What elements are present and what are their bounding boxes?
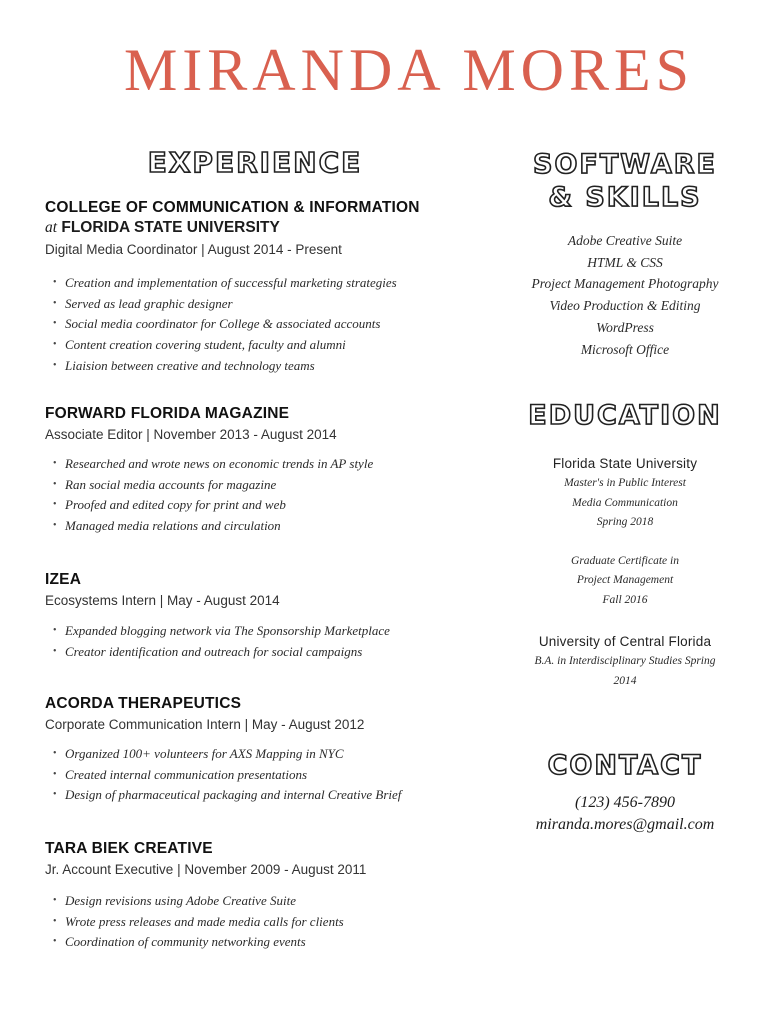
skill-item: Project Management Photography bbox=[531, 276, 719, 292]
education-detail: Master's in Public Interest bbox=[564, 477, 686, 489]
bullet-item: • Social media coordinator for College & associated accounts bbox=[45, 314, 465, 335]
education-detail: Media Communication bbox=[572, 496, 678, 509]
education-detail: Fall 2016 bbox=[602, 593, 648, 606]
education-detail: Graduate Certificate in bbox=[571, 554, 679, 567]
bullet-item: • Design revisions using Adobe Creative Suite bbox=[45, 891, 465, 912]
contact-section bbox=[520, 749, 730, 836]
bullet-item: • Wrote press releases and made media calls for clients bbox=[45, 912, 465, 933]
contact-email[interactable]: miranda.mores@gmail.com bbox=[535, 816, 715, 833]
skill-item: Video Production & Editing bbox=[549, 298, 701, 314]
job-company: IZEA bbox=[45, 571, 82, 588]
job-at-line bbox=[45, 218, 465, 238]
job-role: Jr. Account Executive | November 2009 - August 2011 bbox=[45, 862, 367, 877]
skill-item: HTML & CSS bbox=[587, 254, 663, 270]
job-role: Corporate Communication Intern | May - August 2012 bbox=[45, 717, 365, 732]
job-company: TARA BIEK CREATIVE bbox=[45, 840, 213, 857]
education-heading: EDUCATION bbox=[528, 400, 722, 431]
education-school: Florida State University bbox=[552, 456, 698, 471]
experience-heading: EXPERIENCE bbox=[147, 146, 363, 179]
bullet-item: • Liaision between creative and technology teams bbox=[45, 356, 465, 377]
skill-item: Adobe Creative Suite bbox=[567, 233, 683, 248]
contact-heading: CONTACT bbox=[547, 750, 703, 781]
bullet-item: • Coordination of community networking events bbox=[45, 932, 465, 953]
job-bullets bbox=[45, 273, 465, 377]
job-at-company: FLORIDA STATE UNIVERSITY bbox=[61, 219, 280, 236]
skill-item: WordPress bbox=[596, 319, 654, 335]
job-entry bbox=[45, 570, 465, 662]
job-entry bbox=[45, 404, 465, 537]
education-detail: 2014 bbox=[613, 674, 637, 687]
job-entry bbox=[45, 839, 465, 953]
job-bullets bbox=[45, 621, 465, 662]
job-bullets bbox=[45, 744, 465, 806]
bullet-item: • Organized 100+ volunteers for AXS Mapping in NYC bbox=[45, 744, 465, 765]
job-entry bbox=[45, 694, 465, 806]
bullet-item: • Researched and wrote news on economic trends in AP style bbox=[45, 454, 465, 475]
bullet-item: • Creation and implementation of successful marketing strategies bbox=[45, 273, 465, 294]
job-role: Digital Media Coordinator | August 2014 - Present bbox=[45, 242, 342, 257]
job-bullets bbox=[45, 454, 465, 537]
skills-section bbox=[520, 148, 730, 360]
education-detail: Spring 2018 bbox=[596, 516, 654, 528]
bullet-item: • Served as lead graphic designer bbox=[45, 294, 465, 315]
bullet-item: • Expanded blogging network via The Sponsorship Marketplace bbox=[45, 621, 465, 642]
contact-phone[interactable]: (123) 456-7890 bbox=[575, 794, 675, 811]
bullet-item: • Creator identification and outreach for social campaigns bbox=[45, 642, 465, 663]
resume-name: MIRANDA MORES bbox=[123, 37, 695, 103]
bullet-item: • Ran social media accounts for magazine bbox=[45, 475, 465, 496]
education-school: University of Central Florida bbox=[538, 634, 712, 649]
bullet-item: • Created internal communication presentations bbox=[45, 765, 465, 786]
job-company: COLLEGE OF COMMUNICATION & INFORMATION bbox=[45, 199, 420, 216]
skills-list bbox=[520, 230, 730, 360]
bullet-item: • Managed media relations and circulation bbox=[45, 516, 465, 537]
education-detail: Project Management bbox=[576, 574, 674, 586]
job-company: ACORDA THERAPEUTICS bbox=[45, 695, 242, 712]
education-detail: B.A. in Interdisciplinary Studies Spring bbox=[534, 655, 716, 667]
skills-heading-line2: & SKILLS bbox=[548, 182, 702, 213]
job-entry bbox=[45, 198, 465, 377]
job-bullets bbox=[45, 891, 465, 953]
bullet-item: • Design of pharmaceutical packaging and internal Creative Brief bbox=[45, 785, 465, 806]
education-section bbox=[520, 399, 730, 691]
skill-item: Microsoft Office bbox=[580, 341, 670, 357]
bullet-item: • Content creation covering student, faculty and alumni bbox=[45, 335, 465, 356]
bullet-item: • Proofed and edited copy for print and web bbox=[45, 495, 465, 516]
job-company: FORWARD FLORIDA MAGAZINE bbox=[45, 405, 290, 422]
skills-heading-line1: SOFTWARE bbox=[533, 149, 717, 180]
job-role: Ecosystems Intern | May - August 2014 bbox=[45, 593, 280, 608]
at-prefix: at bbox=[45, 219, 58, 236]
job-role: Associate Editor | November 2013 - August 2014 bbox=[45, 427, 337, 442]
